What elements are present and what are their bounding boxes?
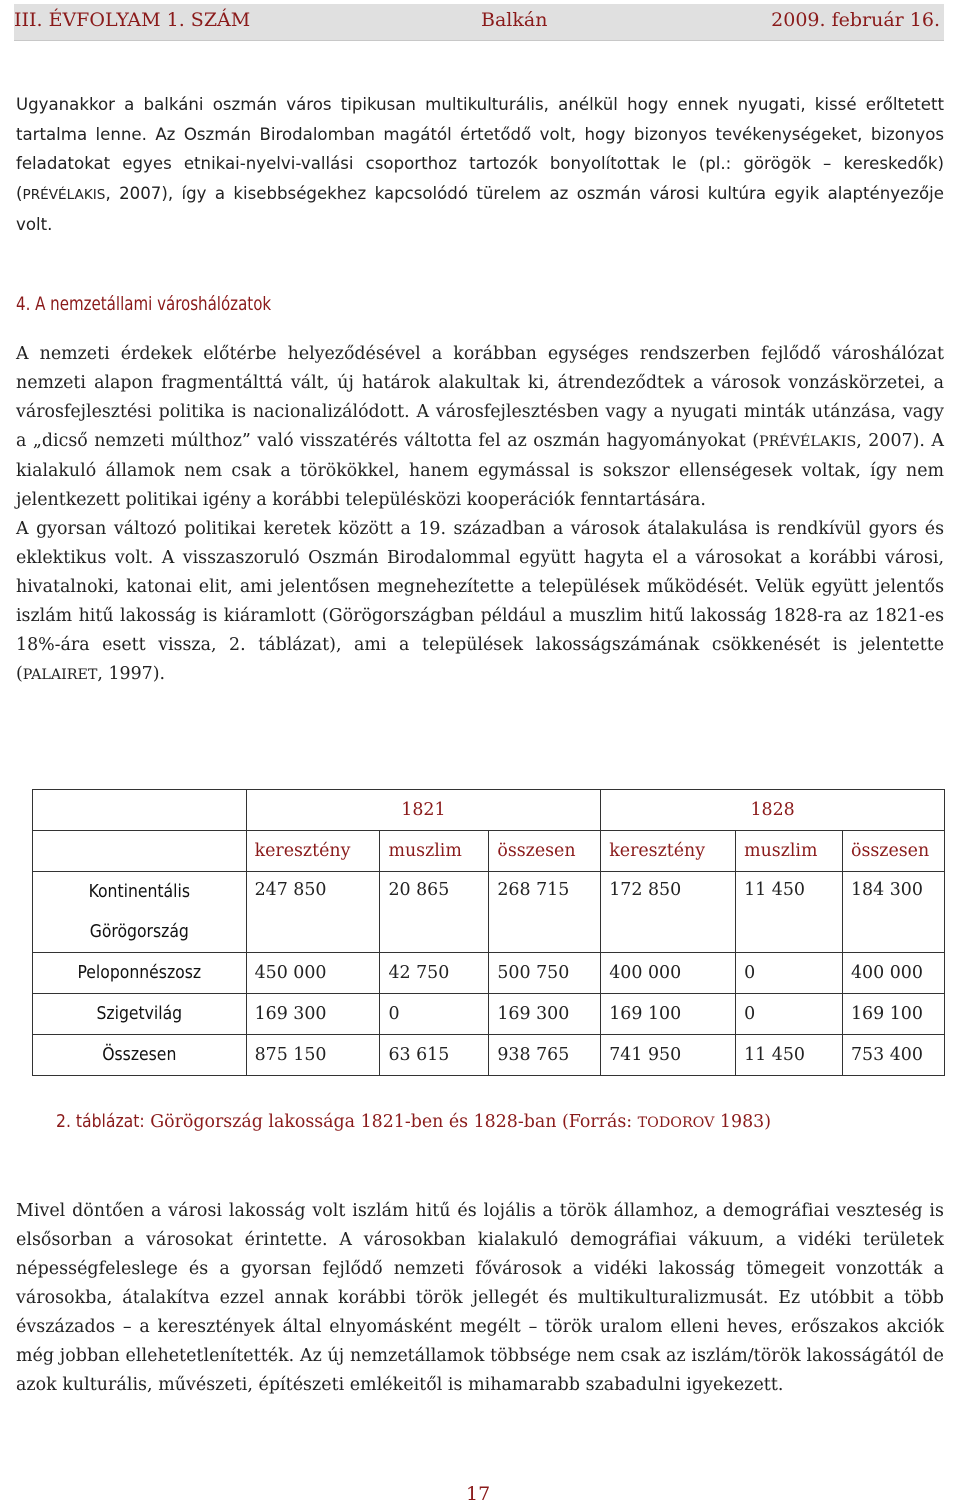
intro-paragraph — [16, 90, 944, 240]
table-cell: 741 950 — [601, 1035, 736, 1076]
table-caption — [56, 1112, 771, 1132]
section-heading: 4. A nemzetállami városhálózatok — [16, 293, 272, 315]
caption-text: Görögország lakossága 1821-ben és 1828-ban (Forrás: — [144, 1112, 638, 1132]
intro-text-end: , 2007), így a kisebbségekhez kapcsolódó türelem az oszmán városi kultúra egyik alaptényezője volt. — [16, 183, 944, 234]
citation-author: PRÉVÉLAKIS — [759, 434, 857, 450]
table-cell: 11 450 — [736, 1035, 843, 1076]
issue-date: 2009. február 16. — [771, 9, 940, 31]
table-cell: 0 — [736, 994, 843, 1035]
table-cell: 11 450 — [736, 872, 843, 953]
closing-paragraph: Mivel döntően a városi lakosság volt iszlám hitű és lojális a török államhoz, a demográfiai veszteség is elsősorban a városokat érintette. A városokban kialakuló demográfiai vákuum, a vidéki területek népességfeleslege és a gyorsan fejlődő nemzeti fővárosok a vidéki lakosság tömegeit vonzották a városokba, átalakítva ezzel annak korábbi török jellegét és multikulturalizmusát. Ez utóbbit a több évszázados – a keresztények által elnyomásként megélt – török uralom elleni heves, erőszakos akciók még jobban ellehetetlenítették. Az új nemzetállamok többsége nem csak az iszlám/török lakosságától de azok kulturális, művészeti, építészeti emlékeitől is mihamarabb szabadulni igyekezett. — [16, 1201, 944, 1395]
column-header: keresztény — [601, 831, 736, 872]
row-header: Peloponnészosz — [33, 953, 247, 994]
table-cell: 169 300 — [246, 994, 380, 1035]
table-subheader-row — [33, 831, 945, 872]
table-cell: 247 850 — [246, 872, 380, 953]
caption-label: 2. táblázat: — [56, 1112, 145, 1132]
table-cell: 169 100 — [601, 994, 736, 1035]
year-header: 1828 — [601, 790, 945, 831]
table-cell: 268 715 — [489, 872, 601, 953]
table-cell: 450 000 — [246, 953, 380, 994]
table-row — [33, 953, 945, 994]
table-corner — [33, 790, 247, 831]
table-row — [33, 1035, 945, 1076]
table-row — [33, 872, 945, 953]
table-cell: 42 750 — [380, 953, 489, 994]
population-table — [32, 789, 945, 1076]
row-header: Kontinentális Görögország — [33, 872, 247, 953]
table-cell: 184 300 — [842, 872, 944, 953]
section-text-2b: , 1997). — [97, 664, 166, 684]
journal-title: Balkán — [481, 9, 548, 31]
citation-author: PRÉVÉLAKIS — [22, 186, 106, 203]
table-cell: 875 150 — [246, 1035, 380, 1076]
column-header: összesen — [842, 831, 944, 872]
table-cell: 169 300 — [489, 994, 601, 1035]
year-header: 1821 — [246, 790, 601, 831]
table-corner — [33, 831, 247, 872]
table-cell: 400 000 — [842, 953, 944, 994]
table-cell: 20 865 — [380, 872, 489, 953]
table-year-row — [33, 790, 945, 831]
section-text-1: A nemzeti érdekek előtérbe helyeződésével a korábban egységes rendszerben fejlődő városhálózat nemzeti alapon fragmentálttá vált, új határok alakultak ki, átrendeződtek a városok vonzáskörzetei, a városfejlesztési politika is nacionalizálódott. A városfejlesztésben vagy a nyugati minták utánzása, vagy a „dicső nemzeti múlthoz” való visszatérés váltotta fel az oszmán hagyományokat ( — [16, 344, 944, 451]
page-number: 17 — [466, 1483, 491, 1505]
page-header — [14, 4, 944, 41]
intro-text: Ugyanakkor a balkáni oszmán város tipikusan multikulturális, anélkül hogy ennek nyugati, kissé erőltetett tartalma lenne. Az Oszmán Birodalomban magától értetődő volt, hogy bizonyos tevékenységeket, bizonyos feladatokat egyes etnikai-nyelvi-vallási csoporthoz tartozók bonyolítottak le (pl.: görögök – kereskedők) ( — [16, 95, 944, 203]
section-paragraph — [16, 340, 944, 690]
section-text-1b: , 2007). A kialakuló államok nem csak a törökökkel, hanem egymással is sokszor ellenségesek voltak, így nem jelentkezett politikai igény a korábbi településközi kooperációk fenntartására. — [16, 431, 944, 510]
table-cell: 169 100 — [842, 994, 944, 1035]
table-row — [33, 994, 945, 1035]
table-cell: 938 765 — [489, 1035, 601, 1076]
journal-issue: III. ÉVFOLYAM 1. SZÁM — [14, 9, 251, 31]
table-cell: 63 615 — [380, 1035, 489, 1076]
column-header: összesen — [489, 831, 601, 872]
table-cell: 172 850 — [601, 872, 736, 953]
table-cell: 500 750 — [489, 953, 601, 994]
row-header: Szigetvilág — [33, 994, 247, 1035]
row-header: Összesen — [33, 1035, 247, 1076]
citation-author: PALAIRET — [22, 667, 98, 683]
citation-author: TODOROV — [637, 1115, 715, 1131]
column-header: muszlim — [736, 831, 843, 872]
column-header: keresztény — [246, 831, 380, 872]
table-cell: 753 400 — [842, 1035, 944, 1076]
column-header: muszlim — [380, 831, 489, 872]
table-cell: 0 — [736, 953, 843, 994]
section-text-2: A gyorsan változó politikai keretek között a 19. században a városok átalakulása is rendkívül gyors és eklektikus volt. A visszaszoruló Oszmán Birodalommal együtt hagyta el a városokat a korábbi városi, hivatalnoki, katonai elit, ami jelentősen megnehezítette a települések működését. Velük együtt jelentős iszlám hitű lakosság is kiáramlott (Görögországban például a muszlim hitű lakosság 1828-ra az 1821-es 18%-ára esett vissza, 2. táblázat), ami a települések lakosságszámának csökkenését is jelentette ( — [16, 519, 944, 684]
table-cell: 400 000 — [601, 953, 736, 994]
caption-end: 1983) — [714, 1112, 771, 1132]
table-cell: 0 — [380, 994, 489, 1035]
